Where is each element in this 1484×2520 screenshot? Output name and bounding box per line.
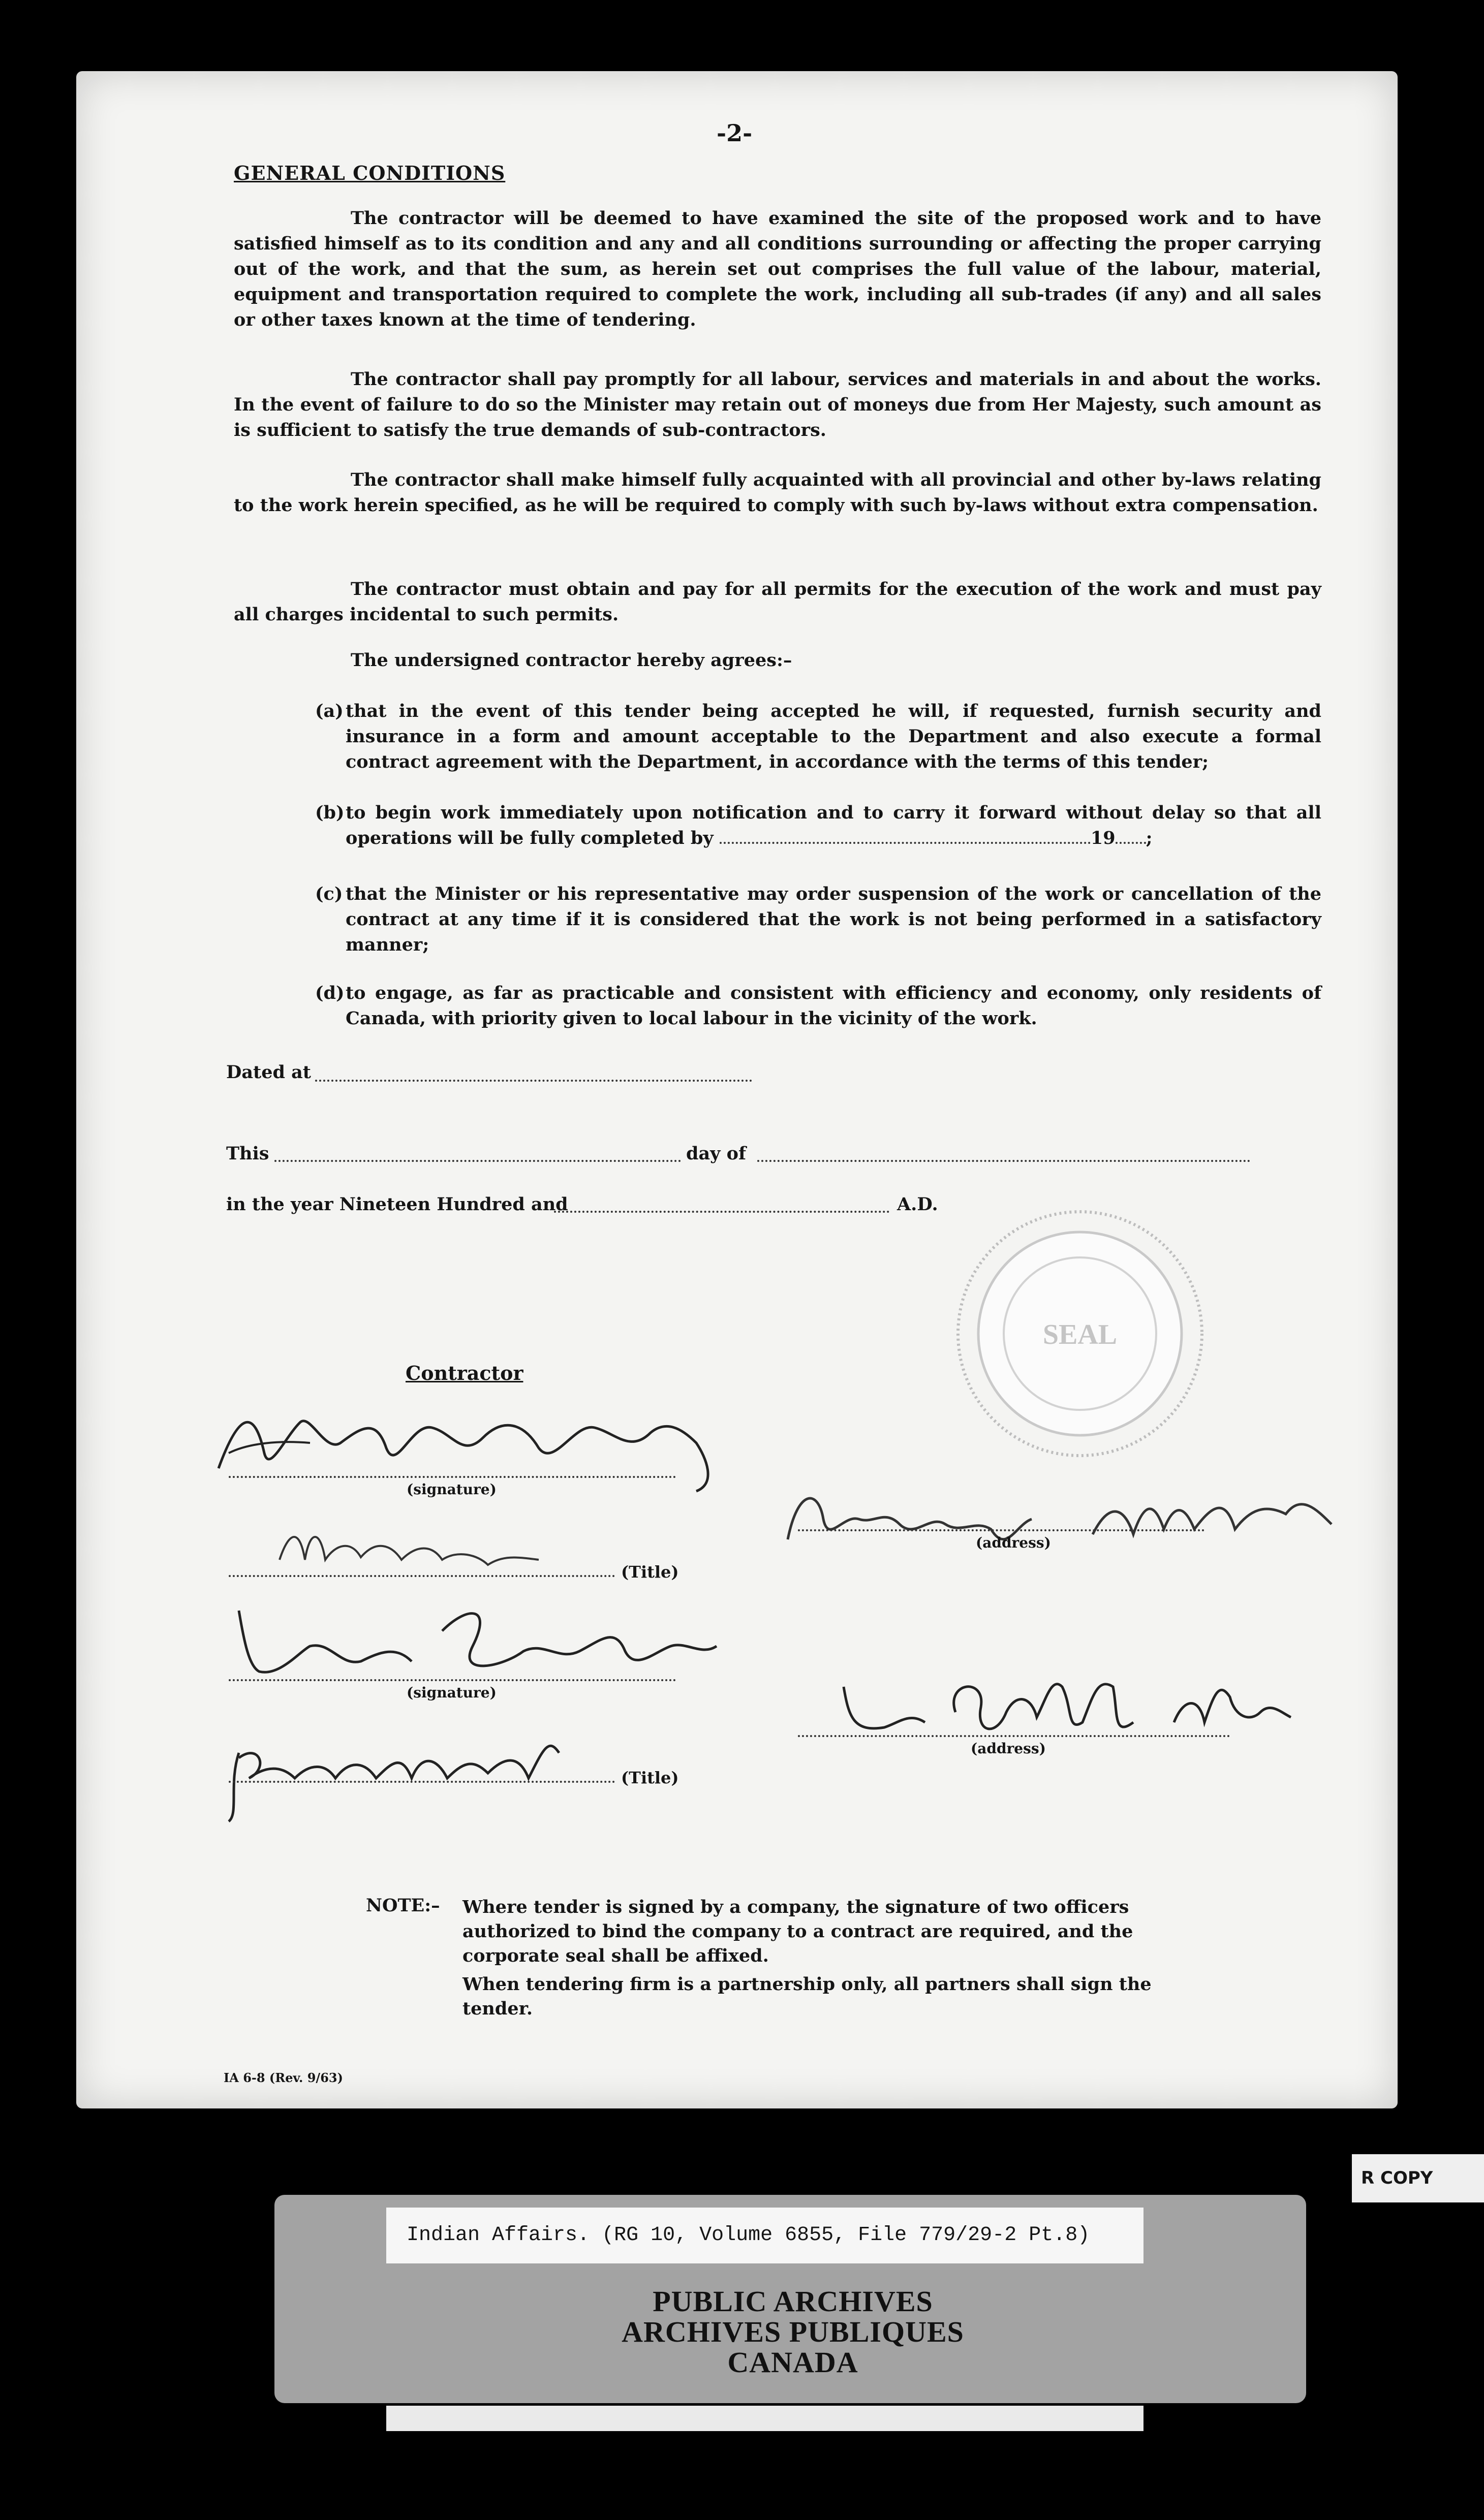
paragraph-permits	[234, 577, 1321, 627]
paragraph-site-examination	[234, 206, 1321, 333]
title-2-caption: (Title)	[621, 1768, 679, 1787]
clause-b-end: ;	[1146, 828, 1153, 848]
public-archives-stamp	[539, 2286, 1047, 2378]
agrees-intro-text: The undersigned contractor hereby agrees:–	[351, 650, 792, 671]
handwritten-signature-1	[208, 1392, 767, 1494]
address-2-line[interactable]	[798, 1735, 1230, 1737]
completion-date-field[interactable]	[720, 827, 1091, 844]
signature-1-caption: (signature)	[407, 1481, 497, 1498]
clause-b-body	[346, 800, 1321, 851]
page-number: -2-	[717, 119, 753, 147]
clause-a-mark: (a)	[315, 701, 344, 721]
corporate-seal	[945, 1199, 1215, 1468]
year-label: in the year Nineteen Hundred and	[226, 1194, 568, 1215]
title-1-line[interactable]	[229, 1575, 615, 1577]
clause-b-mark: (b)	[315, 802, 345, 823]
archive-reference: Indian Affairs. (RG 10, Volume 6855, File 779/29-2 Pt.8)	[386, 2208, 1143, 2263]
clause-c-text: that the Minister or his representative may order suspension of the work or cancellation of the contract at any time if it is considered that the work is not being performed in a satisfactory manner;	[346, 884, 1321, 955]
note-paragraph-2: When tendering firm is a partnership only, all partners shall sign the tender.	[462, 1974, 1152, 2019]
title-2-line[interactable]	[229, 1781, 615, 1783]
handwritten-signature-2	[229, 1590, 737, 1687]
this-day-field[interactable]	[274, 1160, 681, 1162]
signature-2-caption: (signature)	[407, 1684, 497, 1701]
note-text	[462, 1895, 1164, 2021]
note-paragraph-1: Where tender is signed by a company, the signature of two officers authorized to bind the company to a contract are required, and the corporate seal shall be affixed.	[462, 1897, 1133, 1966]
stamp-line-2: ARCHIVES PUBLIQUES	[622, 2315, 964, 2348]
paragraph-payment	[234, 367, 1321, 443]
paragraph-4-text: The contractor must obtain and pay for all permits for the execution of the work and must pay all charges incidental to such permits.	[234, 579, 1321, 625]
paragraph-2-text: The contractor shall pay promptly for all labour, services and materials in and about the works. In the event of failure to do so the Minister may retain out of moneys due from Her Majesty, such amount as is sufficient to satisfy the true demands of sub-contractors.	[234, 369, 1321, 440]
clause-d	[315, 981, 1321, 1031]
clause-c-mark: (c)	[315, 884, 343, 904]
handwritten-address-1	[778, 1473, 1337, 1560]
document-page	[76, 71, 1398, 2108]
paragraph-bylaws	[234, 467, 1321, 518]
day-of-label: day of	[686, 1143, 747, 1164]
handwritten-title-1	[274, 1509, 579, 1580]
seal-text: SEAL	[1042, 1319, 1118, 1350]
form-identifier: IA 6-8 (Rev. 9/63)	[224, 2070, 343, 2085]
signature-2-line[interactable]	[229, 1679, 676, 1681]
clause-a-text: that in the event of this tender being accepted he will, if requested, furnish security and insurance in a form and amount acceptable to the Department and also execute a formal contract agreement with the Department, in accordance with the terms of this tender;	[346, 701, 1321, 772]
address-1-caption: (address)	[976, 1534, 1051, 1551]
agrees-intro	[234, 648, 1321, 673]
dated-at-label: Dated at	[226, 1062, 311, 1083]
general-conditions-heading: GENERAL CONDITIONS	[234, 162, 506, 184]
bottom-strip	[386, 2406, 1143, 2431]
clause-d-text: to engage, as far as practicable and consistent with efficiency and economy, only residents of Canada, with priority given to local labour in the vicinity of the work.	[346, 983, 1321, 1029]
paragraph-3-text: The contractor shall make himself fully acquainted with all provincial and other by-laws relating to the work herein specified, as he will be required to comply with such by-laws without extra compensation.	[234, 469, 1321, 516]
clause-c	[315, 881, 1321, 958]
edge-copy-label: R COPY	[1352, 2154, 1484, 2202]
handwritten-address-2	[828, 1666, 1296, 1743]
clause-b	[315, 800, 1321, 851]
handwritten-title-2	[219, 1722, 676, 1824]
ad-label: A.D.	[897, 1194, 938, 1215]
stamp-line-3: CANADA	[727, 2346, 858, 2379]
clause-d-mark: (d)	[315, 983, 345, 1003]
title-1-caption: (Title)	[621, 1562, 679, 1582]
dated-at-field[interactable]	[315, 1080, 752, 1082]
year-field[interactable]	[554, 1211, 889, 1213]
note-label: NOTE:–	[366, 1895, 440, 1916]
clause-b-text: to begin work immediately upon notification and to carry it forward without delay so that all operations will be fully completed by	[346, 802, 1321, 848]
clause-a	[315, 699, 1321, 775]
contractor-heading: Contractor	[406, 1362, 523, 1384]
paragraph-1-text: The contractor will be deemed to have examined the site of the proposed work and to have satisfied himself as to its condition and any and all conditions surrounding or affecting the proper carrying out of the work, and that the sum, as herein set out comprises the full value of the labour, material, equipment and transportation required to complete the work, including all sub-trades (if any) and all sales or other taxes known at the time of tendering.	[234, 208, 1321, 330]
signature-1-line[interactable]	[229, 1476, 676, 1478]
stamp-line-1: PUBLIC ARCHIVES	[653, 2285, 933, 2318]
address-2-caption: (address)	[971, 1740, 1046, 1757]
clause-b-year-prefix: 19	[1090, 828, 1116, 848]
completion-year-field[interactable]	[1116, 827, 1146, 844]
address-1-line[interactable]	[798, 1529, 1204, 1531]
day-of-field[interactable]	[757, 1160, 1250, 1162]
this-label: This	[226, 1143, 269, 1164]
